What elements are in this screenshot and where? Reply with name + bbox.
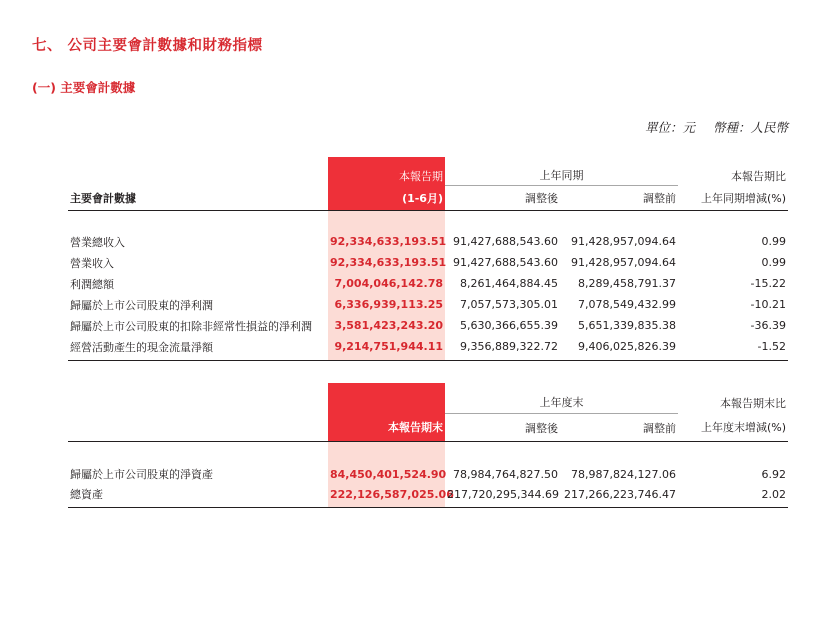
currency-label: 幣種：人民幣 [712, 120, 788, 135]
row-label: 歸屬於上市公司股東的淨利潤 [70, 298, 213, 312]
current-period-header-line1: 本報告期 [328, 157, 445, 186]
row-label: 營業總收入 [70, 235, 125, 249]
unit-label: 單位：元 [644, 120, 695, 135]
current-value: 84,450,401,524.90 [328, 464, 445, 484]
adjusted-before-value: 91,428,957,094.64 [571, 235, 676, 248]
row-label: 營業收入 [70, 256, 114, 270]
adjusted-after-value: 5,630,366,655.39 [460, 319, 558, 332]
prior-year-end-group-header: 上年度末 [445, 383, 678, 414]
adjusted-before-header: 調整前 [560, 186, 678, 211]
current-value: 9,214,751,944.11 [328, 336, 445, 357]
adjusted-after-value: 91,427,688,543.60 [453, 235, 558, 248]
adjusted-before-value: 217,266,223,746.47 [564, 487, 676, 501]
row-label: 歸屬於上市公司股東的淨資產 [70, 468, 213, 481]
change-header-line2: 上年同期增減(%) [678, 186, 788, 211]
table-row [68, 294, 788, 315]
table-row [68, 315, 788, 336]
net-assets-table [68, 383, 788, 508]
current-value: 222,126,587,025.06 [328, 484, 445, 504]
unit-note [645, 118, 788, 136]
row-label: 經營活動產生的現金流量淨額 [70, 340, 213, 354]
change-value: 0.99 [761, 235, 786, 248]
adjusted-after-value: 78,984,764,827.50 [453, 467, 558, 481]
table-row [68, 464, 788, 484]
current-value: 6,336,939,113.25 [328, 294, 445, 315]
row-label: 總資產 [70, 488, 103, 501]
adjusted-before-value: 91,428,957,094.64 [571, 256, 676, 269]
adjusted-after-value: 91,427,688,543.60 [453, 256, 558, 269]
subsection-title: (一) 主要會計數據 [32, 80, 136, 95]
adjusted-before-value: 5,651,339,835.38 [578, 319, 676, 332]
adjusted-before-header: 調整前 [560, 414, 678, 442]
current-value: 7,004,046,142.78 [328, 273, 445, 294]
adjusted-after-value: 7,057,573,305.01 [460, 298, 558, 311]
current-value: 3,581,423,243.20 [328, 315, 445, 336]
adjusted-after-value: 9,356,889,322.72 [460, 340, 558, 353]
row-label: 歸屬於上市公司股東的扣除非經常性損益的淨利潤 [70, 319, 312, 333]
adjusted-before-value: 8,289,458,791.37 [578, 277, 676, 290]
change-value: -1.52 [757, 340, 786, 353]
adjusted-after-header: 調整後 [445, 414, 560, 442]
change-value: 6.92 [761, 467, 786, 481]
change-value: 0.99 [761, 256, 786, 269]
column-label-header: 主要會計數據 [68, 186, 328, 211]
adjusted-before-value: 7,078,549,432.99 [578, 298, 676, 311]
change-header-line2: 上年度末增減(%) [678, 414, 788, 442]
accounting-data-table [68, 157, 788, 361]
adjusted-after-header: 調整後 [445, 186, 560, 211]
current-period-end-header: 本報告期末 [328, 414, 445, 442]
change-value: -15.22 [750, 277, 786, 290]
change-value: 2.02 [761, 487, 786, 501]
change-value: -36.39 [750, 319, 786, 332]
adjusted-after-value: 8,261,464,884.45 [460, 277, 558, 290]
table-row [68, 336, 788, 357]
table-row [68, 273, 788, 294]
prior-period-group-header: 上年同期 [445, 157, 678, 186]
change-value: -10.21 [750, 298, 786, 311]
row-label: 利潤總額 [70, 277, 114, 291]
section-title: 七、 公司主要會計數據和財務指標 [32, 38, 263, 54]
current-value: 92,334,633,193.51 [328, 231, 445, 252]
table-row [68, 252, 788, 273]
table-row [68, 484, 788, 504]
change-header-line1: 本報告期末比 [720, 396, 786, 410]
table-row [68, 231, 788, 252]
adjusted-before-value: 9,406,025,826.39 [578, 340, 676, 353]
current-value: 92,334,633,193.51 [328, 252, 445, 273]
change-header-line1: 本報告期比 [731, 169, 786, 183]
current-period-header-line2: (1-6月) [328, 186, 445, 211]
adjusted-after-value: 217,720,295,344.69 [447, 487, 559, 501]
adjusted-before-value: 78,987,824,127.06 [571, 467, 676, 481]
